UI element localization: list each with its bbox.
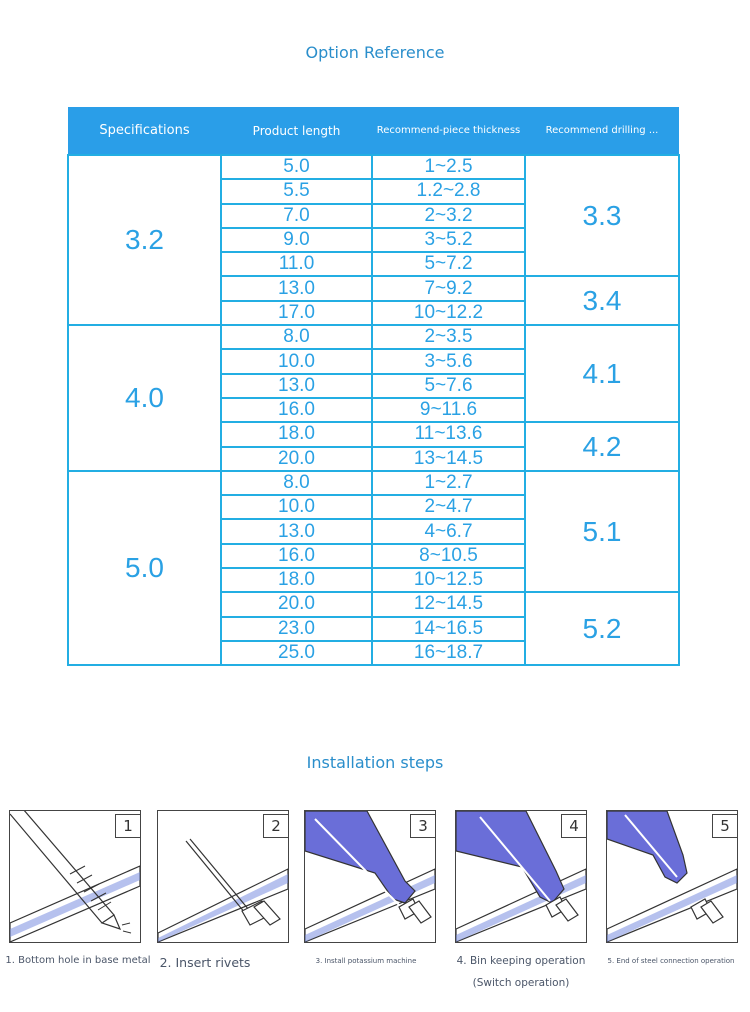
step-1-number: 1 [115, 814, 140, 838]
thickness-cell: 9~11.6 [372, 398, 525, 422]
thickness-cell: 10~12.5 [372, 568, 525, 592]
length-cell: 8.0 [221, 325, 372, 349]
step-2-panel [157, 810, 289, 943]
length-cell: 7.0 [221, 204, 372, 228]
drilling-cell: 3.3 [525, 155, 679, 276]
table-row [68, 155, 679, 179]
header-recommended-thickness: Recommend-piece thickness [372, 107, 525, 155]
thickness-cell: 11~13.6 [372, 422, 525, 446]
step-2-caption: 2. Insert rivets [159, 955, 251, 970]
thickness-cell: 5~7.6 [372, 374, 525, 398]
length-cell: 5.5 [221, 179, 372, 203]
step-4 [455, 810, 587, 943]
length-cell: 13.0 [221, 276, 372, 300]
thickness-cell: 4~6.7 [372, 519, 525, 543]
thickness-cell: 5~7.2 [372, 252, 525, 276]
length-cell: 8.0 [221, 471, 372, 495]
header-product-length: Product length [221, 107, 372, 155]
length-cell: 18.0 [221, 422, 372, 446]
installation-steps [0, 810, 750, 1010]
step-5 [606, 810, 738, 943]
length-cell: 13.0 [221, 519, 372, 543]
thickness-cell: 13~14.5 [372, 447, 525, 471]
thickness-cell: 16~18.7 [372, 641, 525, 665]
thickness-cell: 12~14.5 [372, 592, 525, 616]
length-cell: 13.0 [221, 374, 372, 398]
step-4-number: 4 [561, 814, 586, 838]
spec-cell: 4.0 [68, 325, 221, 471]
installation-steps-title: Installation steps [306, 753, 444, 772]
table-row [68, 471, 679, 495]
thickness-cell: 2~3.5 [372, 325, 525, 349]
option-reference-table [67, 107, 680, 666]
step-4-panel [455, 810, 587, 943]
step-4-caption: 4. Bin keeping operation [456, 955, 586, 967]
thickness-cell: 1~2.7 [372, 471, 525, 495]
length-cell: 11.0 [221, 252, 372, 276]
step-5-panel [606, 810, 738, 943]
length-cell: 23.0 [221, 617, 372, 641]
drilling-cell: 5.1 [525, 471, 679, 592]
length-cell: 18.0 [221, 568, 372, 592]
drilling-cell: 4.2 [525, 422, 679, 471]
thickness-cell: 14~16.5 [372, 617, 525, 641]
thickness-cell: 1~2.5 [372, 155, 525, 179]
table-row [68, 325, 679, 349]
length-cell: 17.0 [221, 301, 372, 325]
spec-cell: 5.0 [68, 471, 221, 665]
step-3-panel [304, 810, 436, 943]
step-3 [304, 810, 436, 943]
step-5-caption: 5. End of steel connection operation [607, 957, 735, 965]
option-reference-title: Option Reference [305, 43, 445, 62]
drilling-cell: 5.2 [525, 592, 679, 665]
length-cell: 16.0 [221, 544, 372, 568]
step-5-number: 5 [712, 814, 737, 838]
step-3-caption: 3. Install potassium machine [315, 957, 417, 965]
thickness-cell: 8~10.5 [372, 544, 525, 568]
thickness-cell: 3~5.2 [372, 228, 525, 252]
length-cell: 10.0 [221, 495, 372, 519]
thickness-cell: 2~4.7 [372, 495, 525, 519]
table-header-row [68, 107, 679, 155]
step-3-number: 3 [410, 814, 435, 838]
step-1-caption: 1. Bottom hole in base metal [5, 955, 151, 966]
length-cell: 20.0 [221, 447, 372, 471]
spec-cell: 3.2 [68, 155, 221, 325]
thickness-cell: 10~12.2 [372, 301, 525, 325]
step-1-panel [9, 810, 141, 943]
table-body [68, 155, 679, 665]
header-specifications: Specifications [68, 107, 221, 155]
thickness-cell: 1.2~2.8 [372, 179, 525, 203]
step-2-number: 2 [263, 814, 288, 838]
header-recommended-drilling: Recommend drilling ... [525, 107, 679, 155]
thickness-cell: 3~5.6 [372, 349, 525, 373]
length-cell: 25.0 [221, 641, 372, 665]
length-cell: 20.0 [221, 592, 372, 616]
length-cell: 5.0 [221, 155, 372, 179]
step-2 [157, 810, 289, 943]
step-1 [9, 810, 141, 943]
step-4-caption-sub: (Switch operation) [472, 977, 570, 989]
drilling-cell: 3.4 [525, 276, 679, 325]
thickness-cell: 2~3.2 [372, 204, 525, 228]
length-cell: 9.0 [221, 228, 372, 252]
drilling-cell: 4.1 [525, 325, 679, 422]
length-cell: 16.0 [221, 398, 372, 422]
length-cell: 10.0 [221, 349, 372, 373]
thickness-cell: 7~9.2 [372, 276, 525, 300]
